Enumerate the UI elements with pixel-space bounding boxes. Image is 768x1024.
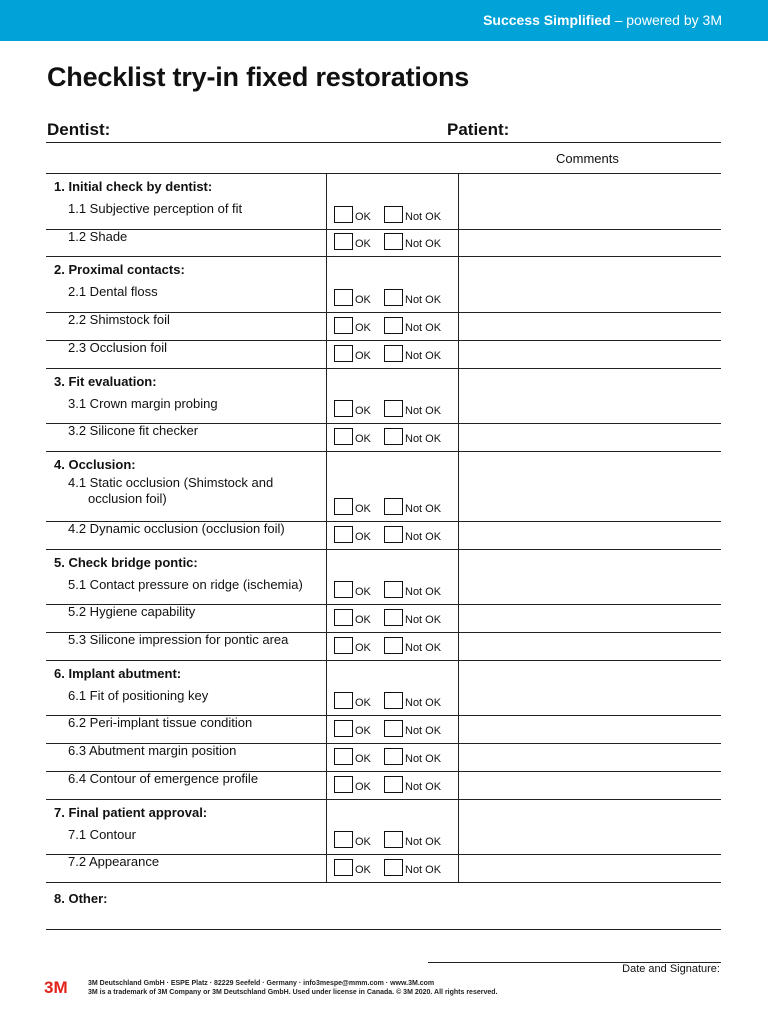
ok-checkbox[interactable] xyxy=(334,428,353,445)
comment-cell[interactable] xyxy=(460,425,718,449)
ok-checkbox[interactable] xyxy=(334,692,353,709)
footer-text xyxy=(88,979,497,997)
ok-option-label: OK xyxy=(355,836,371,849)
ok-option-label: OK xyxy=(355,321,371,334)
not-ok-checkbox[interactable] xyxy=(384,720,403,737)
3m-logo xyxy=(44,979,82,1000)
not-ok-option-label: Not OK xyxy=(405,614,442,626)
checklist-item-label xyxy=(68,577,303,593)
ok-option-label: OK xyxy=(355,502,371,515)
not-ok-option-label: Not OK xyxy=(405,238,442,251)
not-ok-option-label: Not OK xyxy=(405,502,442,515)
ok-checkbox[interactable] xyxy=(334,720,353,737)
checklist-item-label xyxy=(68,521,285,537)
ok-option-label: OK xyxy=(355,614,371,626)
row-divider xyxy=(46,229,721,230)
not-ok-option-label: Not OK xyxy=(405,432,442,445)
comment-cell[interactable] xyxy=(460,634,718,658)
not-ok-option-label: Not OK xyxy=(405,405,442,418)
checklist-item-label xyxy=(68,340,167,356)
row-divider xyxy=(46,799,721,800)
item-text: 2.1 Dental floss xyxy=(68,284,158,300)
comment-cell[interactable] xyxy=(460,606,718,630)
comment-cell[interactable] xyxy=(460,773,718,797)
not-ok-checkbox[interactable] xyxy=(384,859,403,876)
ok-option-label: OK xyxy=(355,780,371,793)
item-text-continued: occlusion foil) xyxy=(88,490,167,506)
not-ok-checkbox[interactable] xyxy=(384,748,403,765)
comment-cell[interactable] xyxy=(460,745,718,769)
ok-checkbox[interactable] xyxy=(334,233,353,250)
row-divider xyxy=(46,549,721,550)
not-ok-checkbox[interactable] xyxy=(384,345,403,362)
checklist-item-label xyxy=(68,827,136,843)
not-ok-checkbox[interactable] xyxy=(384,317,403,334)
not-ok-checkbox[interactable] xyxy=(384,692,403,709)
comment-cell[interactable] xyxy=(460,690,718,714)
not-ok-checkbox[interactable] xyxy=(384,776,403,793)
checklist-item-label xyxy=(68,229,127,245)
comment-cell[interactable] xyxy=(460,398,718,422)
not-ok-checkbox[interactable] xyxy=(384,498,403,515)
ok-checkbox[interactable] xyxy=(334,289,353,306)
ok-checkbox[interactable] xyxy=(334,345,353,362)
ok-checkbox[interactable] xyxy=(334,831,353,848)
not-ok-option-label: Not OK xyxy=(405,863,442,876)
other-input-area[interactable] xyxy=(160,886,718,926)
not-ok-option-label: Not OK xyxy=(405,586,442,599)
header-bar xyxy=(0,0,768,41)
not-ok-option-label: Not OK xyxy=(405,321,442,334)
footer-trademark: 3M is a trademark of 3M Company or 3M Deutschland GmbH. Used under license in Canada. © 3M 2020. All rights reserved. xyxy=(88,989,498,996)
footer-address: 3M Deutschland GmbH · ESPE Platz · 82229 Seefeld · Germany · info3mespe@mmm.com · www.3M.com xyxy=(88,980,435,987)
checklist-item-label xyxy=(68,715,252,731)
checklist-item-label xyxy=(68,688,208,704)
checklist-item-label xyxy=(68,312,170,328)
item-text: 5.2 Hygiene capability xyxy=(68,604,196,620)
ok-option-label: OK xyxy=(355,863,371,876)
row-divider xyxy=(46,660,721,661)
item-text: 6.4 Contour of emergence profile xyxy=(68,770,259,786)
ok-checkbox[interactable] xyxy=(334,498,353,515)
ok-checkbox[interactable] xyxy=(334,317,353,334)
ok-checkbox[interactable] xyxy=(334,609,353,626)
section-heading: 6. Implant abutment: xyxy=(54,665,182,681)
item-text: 6.3 Abutment margin position xyxy=(68,743,237,759)
checklist-item-label xyxy=(68,284,158,300)
not-ok-checkbox[interactable] xyxy=(384,526,403,543)
item-text: 6.2 Peri-implant tissue condition xyxy=(68,715,253,731)
row-divider xyxy=(46,368,721,369)
section-heading: 7. Final patient approval: xyxy=(54,804,208,820)
checklist-item-label xyxy=(68,771,258,787)
section-heading: 5. Check bridge pontic: xyxy=(54,554,198,570)
checklist-item-label xyxy=(68,475,273,507)
comment-cell[interactable] xyxy=(460,829,718,853)
checklist-item-label xyxy=(68,201,242,217)
item-text: 2.2 Shimstock foil xyxy=(68,312,170,328)
section-heading: 2. Proximal contacts: xyxy=(54,262,185,278)
not-ok-option-label: Not OK xyxy=(405,725,442,738)
checklist-item-label xyxy=(68,632,288,648)
not-ok-option-label: Not OK xyxy=(405,294,442,307)
item-text: 1.2 Shade xyxy=(68,228,128,244)
brand-name: Success Simplified xyxy=(483,12,611,28)
comment-cell[interactable] xyxy=(460,314,718,338)
header-divider xyxy=(46,142,721,143)
not-ok-checkbox[interactable] xyxy=(384,289,403,306)
dentist-label: Dentist: xyxy=(47,120,111,139)
not-ok-checkbox[interactable] xyxy=(384,206,403,223)
ok-option-label: OK xyxy=(355,697,371,710)
ok-option-label: OK xyxy=(355,238,371,251)
ok-option-label: OK xyxy=(355,210,371,223)
not-ok-checkbox[interactable] xyxy=(384,428,403,445)
ok-option-label: OK xyxy=(355,586,371,599)
checklist-item-label xyxy=(68,423,198,439)
comments-header: Comments xyxy=(556,151,619,166)
ok-option-label: OK xyxy=(355,752,371,765)
not-ok-option-label: Not OK xyxy=(405,641,442,654)
page-title: Checklist try-in fixed restorations xyxy=(47,62,470,92)
column-divider-status xyxy=(326,173,327,882)
not-ok-option-label: Not OK xyxy=(405,836,442,849)
not-ok-option-label: Not OK xyxy=(405,752,442,765)
item-text: 3.1 Crown margin probing xyxy=(68,395,218,411)
comment-cell[interactable] xyxy=(460,481,718,519)
ok-option-label: OK xyxy=(355,530,371,543)
item-text: 2.3 Occlusion foil xyxy=(68,339,167,355)
checklist-item-label xyxy=(68,743,236,759)
not-ok-checkbox[interactable] xyxy=(384,400,403,417)
row-divider xyxy=(46,256,721,257)
not-ok-checkbox[interactable] xyxy=(384,581,403,598)
item-text: 1.1 Subjective perception of fit xyxy=(68,201,243,216)
checklist-item-label xyxy=(68,396,218,412)
item-text: 7.1 Contour xyxy=(68,826,136,842)
comment-cell[interactable] xyxy=(460,579,718,603)
not-ok-option-label: Not OK xyxy=(405,210,442,223)
not-ok-checkbox[interactable] xyxy=(384,637,403,654)
comment-cell[interactable] xyxy=(460,717,718,741)
ok-option-label: OK xyxy=(355,432,371,445)
item-text: 5.1 Contact pressure on ridge (ischemia) xyxy=(68,576,303,592)
item-text: 6.1 Fit of positioning key xyxy=(68,687,209,703)
not-ok-option-label: Not OK xyxy=(405,697,442,710)
other-bottom-border xyxy=(46,929,721,930)
header-tagline xyxy=(483,12,722,28)
patient-label: Patient: xyxy=(447,120,510,139)
checklist-item-label xyxy=(68,854,159,870)
section-heading: 1. Initial check by dentist: xyxy=(54,179,213,194)
ok-checkbox[interactable] xyxy=(334,776,353,793)
comment-cell[interactable] xyxy=(460,523,718,547)
comment-cell[interactable] xyxy=(460,203,718,227)
comment-cell[interactable] xyxy=(460,342,718,366)
ok-option-label: OK xyxy=(355,641,371,654)
section-heading: 3. Fit evaluation: xyxy=(54,373,157,389)
ok-option-label: OK xyxy=(355,725,371,738)
ok-checkbox[interactable] xyxy=(334,400,353,417)
not-ok-option-label: Not OK xyxy=(405,530,442,543)
ok-checkbox[interactable] xyxy=(334,581,353,598)
signature-label: Date and Signature: xyxy=(622,963,720,975)
table-top-border xyxy=(46,173,721,174)
comment-cell[interactable] xyxy=(460,856,718,880)
ok-option-label: OK xyxy=(355,294,371,307)
ok-checkbox[interactable] xyxy=(334,526,353,543)
item-text: 7.2 Appearance xyxy=(68,854,160,870)
not-ok-checkbox[interactable] xyxy=(384,831,403,848)
3m-logo-text: 3M xyxy=(44,979,68,995)
ok-checkbox[interactable] xyxy=(334,206,353,223)
not-ok-checkbox[interactable] xyxy=(384,609,403,626)
checklist-item-label xyxy=(68,604,195,620)
item-text: 5.3 Silicone impression for pontic area xyxy=(68,632,289,647)
ok-option-label: OK xyxy=(355,349,371,362)
ok-option-label: OK xyxy=(355,405,371,418)
ok-checkbox[interactable] xyxy=(334,748,353,765)
column-divider-comments xyxy=(458,173,459,882)
item-text: 4.1 Static occlusion (Shimstock and xyxy=(68,474,274,490)
other-heading: 8. Other: xyxy=(54,890,108,906)
not-ok-option-label: Not OK xyxy=(405,780,442,793)
row-divider xyxy=(46,451,721,452)
ok-checkbox[interactable] xyxy=(334,637,353,654)
item-text: 4.2 Dynamic occlusion (occlusion foil) xyxy=(68,520,285,536)
row-divider xyxy=(46,882,721,883)
not-ok-checkbox[interactable] xyxy=(384,233,403,250)
brand-suffix: – powered by 3M xyxy=(610,12,722,28)
comment-cell[interactable] xyxy=(460,231,718,255)
section-heading: 4. Occlusion: xyxy=(54,456,136,472)
comment-cell[interactable] xyxy=(460,286,718,310)
ok-checkbox[interactable] xyxy=(334,859,353,876)
not-ok-option-label: Not OK xyxy=(405,349,442,362)
item-text: 3.2 Silicone fit checker xyxy=(68,423,199,439)
